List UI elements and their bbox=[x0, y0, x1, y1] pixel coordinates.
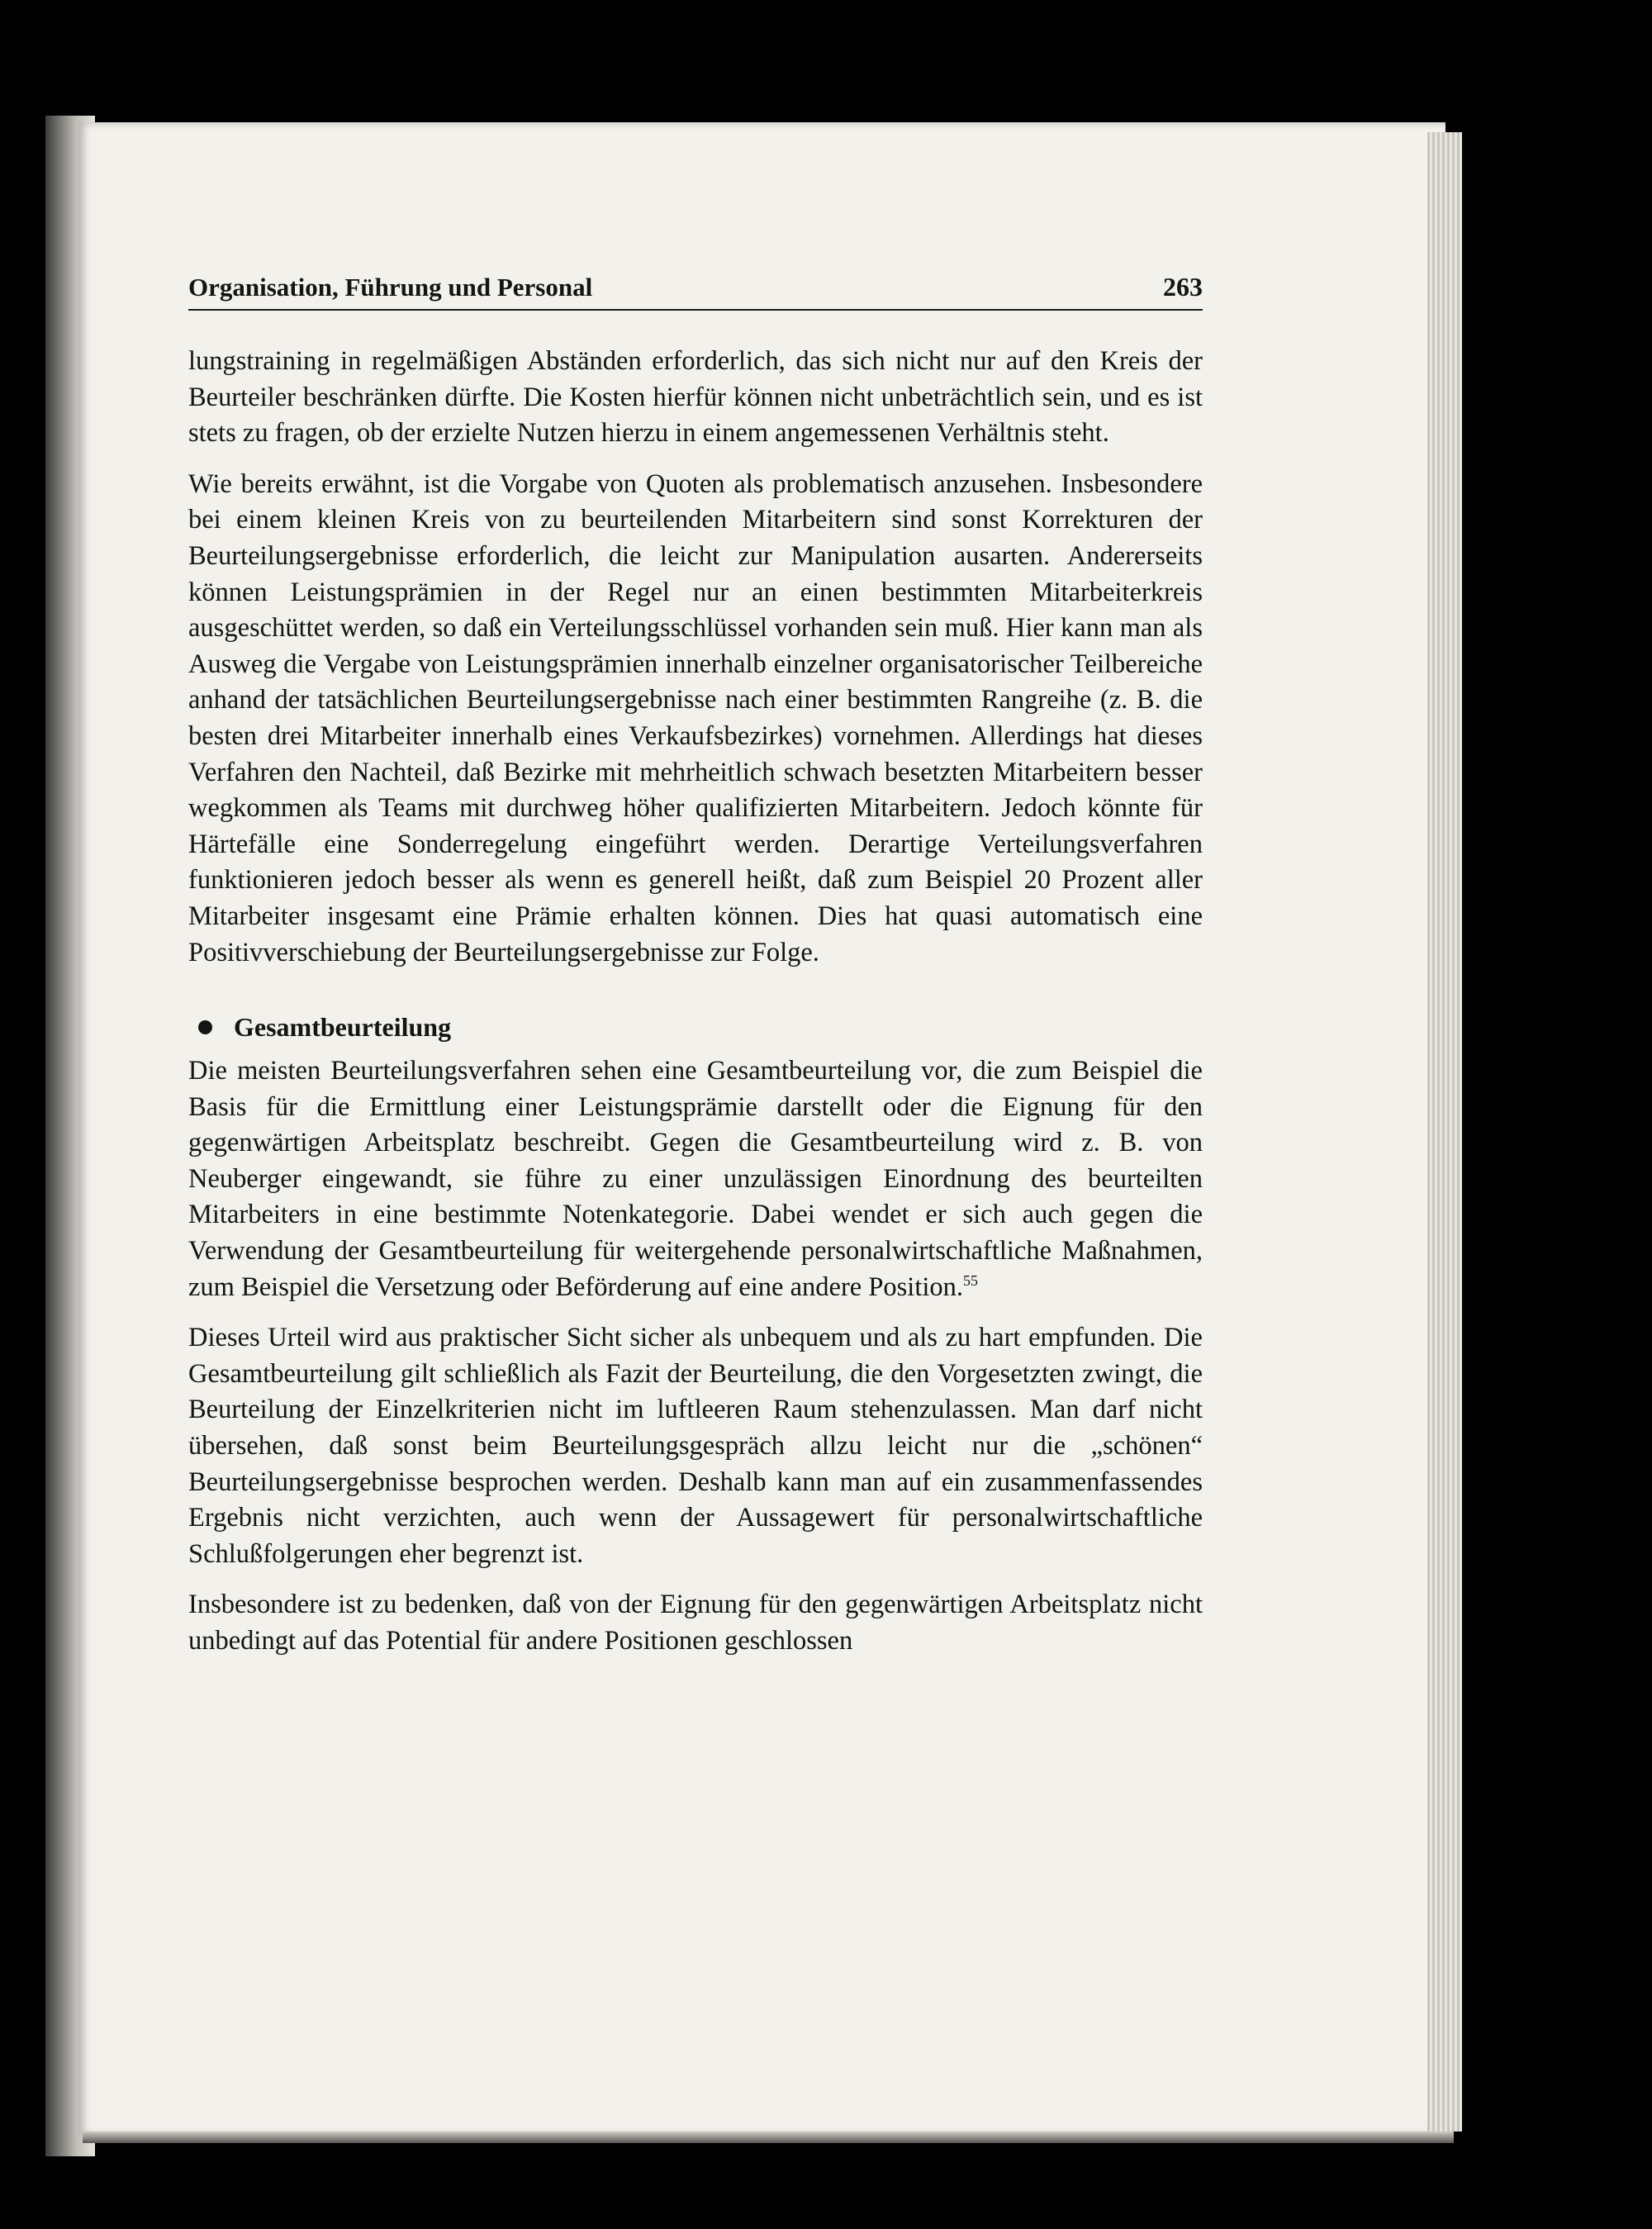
paragraph-3 bbox=[188, 1053, 1203, 1305]
bullet-icon bbox=[198, 1020, 212, 1034]
footnote-marker: 55 bbox=[963, 1271, 979, 1289]
page-content bbox=[188, 264, 1203, 1660]
paragraph-3-text: Die meisten Beurteilungsverfahren sehen eine Gesamtbeurteilung vor, die zum Beispiel die Basis für die Ermittlung einer Leistungsprämie darstellt oder die Eignung für den gegenwärtigen Arbeitsplatz beschreibt. Gegen die Gesamtbeurteilung wird z. B. von Neuberger eingewandt, sie führe zu einer unzulässigen Einordnung des beurteilten Mitarbeiters in eine bestimmte Notenkategorie. Dabei wendet er sich auch gegen die Verwendung der Gesamtbeurteilung für weitergehende personalwirtschaftliche Maßnahmen, zum Beispiel die Versetzung oder Beförderung auf eine andere Position. bbox=[188, 1056, 1203, 1302]
page-edge-bottom bbox=[83, 2132, 1454, 2143]
section-heading bbox=[188, 1009, 1203, 1045]
paragraph-4: Dieses Urteil wird aus praktischer Sicht sicher als unbequem und als zu hart empfunden. Die Gesamtbeurteilung gilt schließlich als Fazit der Beurteilung, die den Vorgesetzten zwingt, die Beurteilung der Einzelkriterien nicht im luftleeren Raum stehenzulassen. Man darf nicht übersehen, daß sonst beim Beurteilungsgespräch allzu leicht nur die „schönen“ Beurteilungsergebnisse besprochen werden. Deshalb kann man auf ein zusammenfassendes Ergebnis nicht verzichten, auch wenn der Aussagewert für personalwirtschaftliche Schlußfolgerungen eher begrenzt ist. bbox=[188, 1323, 1203, 1569]
paragraph-5: Insbesondere ist zu bedenken, daß von der Eignung für den gegenwärtigen Arbeitsplatz nicht unbedingt auf das Potential für andere Positionen geschlossen bbox=[188, 1590, 1203, 1656]
page-edges-right bbox=[1427, 132, 1462, 2132]
running-header-title: Organisation, Führung und Personal bbox=[188, 273, 593, 302]
running-header bbox=[188, 264, 1203, 311]
page-number: 263 bbox=[1163, 272, 1203, 302]
paragraph-2: Wie bereits erwähnt, ist die Vorgabe von Quoten als problematisch anzusehen. Insbesondere bei einem kleinen Kreis von zu beurteilenden Mitarbeitern sind sonst Korrekturen der Beurteilungsergebnisse erforderlich, die leicht zur Manipulation ausarten. Andererseits können Leistungsprämien in der Regel nur an einen bestimmten Mitarbeiterkreis ausgeschüttet werden, so daß ein Verteilungsschlüssel vorhanden sein muß. Hier kann man als Ausweg die Vergabe von Leistungsprämien innerhalb einzelner organisatorischer Teilbereiche anhand der tatsächlichen Beurteilungsergebnisse nach einer bestimmten Rangreihe (z. B. die besten drei Mitarbeiter innerhalb eines Verkaufsbezirkes) vornehmen. Allerdings hat dieses Verfahren den Nachteil, daß Bezirke mit mehrheitlich schwach besetzten Mitarbeitern besser wegkommen als Teams mit durchweg höher qualifizierten Mitarbeitern. Jedoch könnte für Härtefälle eine Sonderregelung eingeführt werden. Derartige Verteilungsverfahren funktionieren jedoch besser als wenn es generell heißt, daß zum Beispiel 20 Prozent aller Mitarbeiter insgesamt eine Prämie erhalten können. Dies hat quasi automatisch eine Positivverschiebung der Beurteilungsergebnisse zur Folge. bbox=[188, 468, 1203, 967]
section-heading-text: Gesamtbeurteilung bbox=[234, 1012, 452, 1043]
paragraph-1: lungstraining in regelmäßigen Abständen erforderlich, das sich nicht nur auf den Kreis der Beurteiler beschränken dürfte. Die Kosten hierfür können nicht unbeträchtlich sein, und es ist stets zu fragen, ob der erzielte Nutzen hierzu in einem angemessenen Verhältnis steht. bbox=[188, 346, 1203, 449]
